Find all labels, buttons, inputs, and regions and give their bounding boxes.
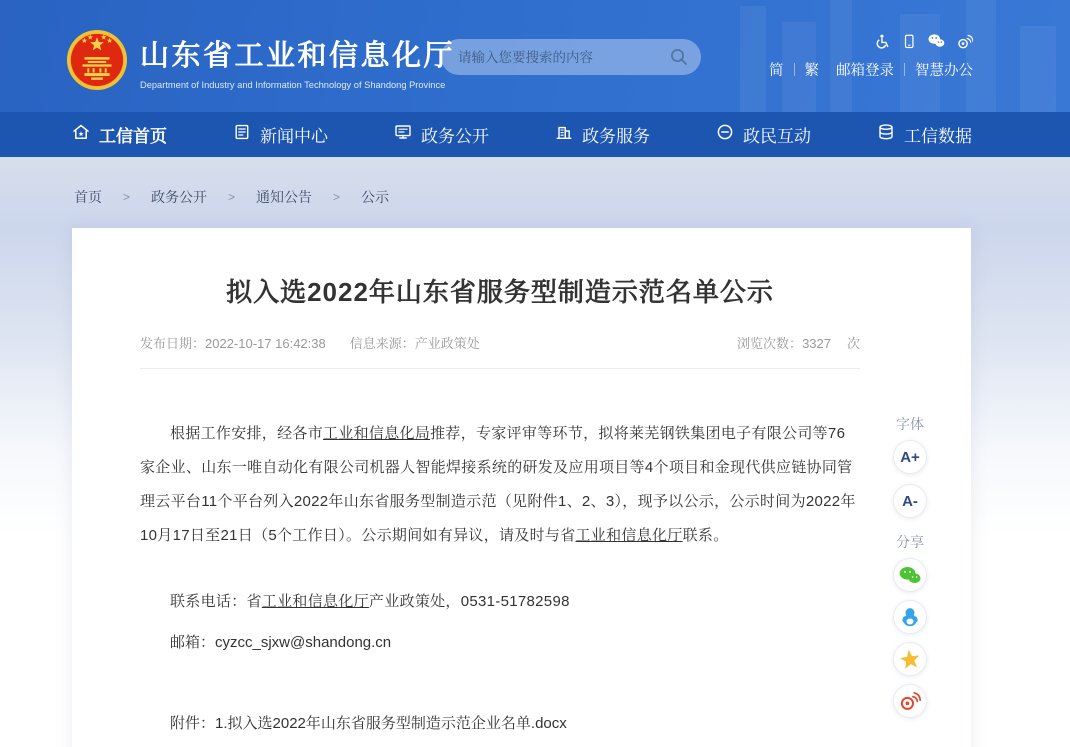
font-increase-button[interactable]: A+ — [893, 440, 927, 474]
nav-item-label: 政务公开 — [421, 127, 489, 146]
views-count: 3327 — [802, 336, 831, 351]
article-meta — [140, 333, 860, 352]
search-icon[interactable] — [670, 48, 688, 66]
article-title: 拟入选2022年山东省服务型制造示范名单公示 — [226, 277, 774, 307]
search-input[interactable] — [458, 39, 658, 75]
contact-text: 联系电话：省 — [170, 593, 262, 610]
lang-traditional-link[interactable]: 繁 — [804, 63, 819, 79]
nav-item-label: 政民互动 — [743, 127, 811, 146]
wechat-share-icon[interactable] — [893, 558, 927, 592]
contact-email-line: 邮箱：cyzcc_sjxw@shandong.cn — [170, 634, 392, 651]
site-title: 山东省工业和信息化厅 — [140, 40, 456, 72]
article-tools — [891, 414, 929, 718]
breadcrumb-separator: > — [123, 190, 131, 204]
nav-item-interaction[interactable] — [716, 122, 811, 147]
attachment-label: 附件： — [170, 715, 216, 732]
nav-item-label: 新闻中心 — [260, 127, 328, 146]
nav-item-label: 政务服务 — [582, 127, 650, 146]
publish-date-label: 发布日期： — [140, 336, 206, 351]
bureau-link[interactable]: 工业和信息化局 — [323, 425, 431, 442]
share-label: 分享 — [896, 534, 924, 550]
source-label: 信息来源： — [349, 336, 415, 351]
breadcrumb-announcement[interactable]: 公示 — [361, 189, 390, 205]
qzone-share-icon[interactable] — [893, 642, 927, 676]
breadcrumb-separator: > — [333, 190, 341, 204]
nav-item-label: 工信首页 — [99, 127, 167, 146]
smart-office-link[interactable]: 智慧办公 — [915, 63, 973, 79]
paragraph-text: 根据工作安排，经各市 — [170, 425, 324, 442]
views-label: 浏览次数： — [737, 336, 803, 351]
nav-item-data[interactable] — [877, 122, 972, 147]
search-box — [441, 39, 701, 75]
database-icon — [877, 123, 895, 146]
contact-phone-line — [140, 585, 860, 619]
meta-divider — [140, 368, 860, 369]
page-body — [0, 157, 1070, 747]
font-size-label: 字体 — [896, 416, 924, 432]
interact-icon — [716, 123, 734, 146]
mobile-icon[interactable] — [902, 34, 916, 49]
site-subtitle: Department of Industry and Information Technology of Shandong Province — [140, 80, 446, 90]
lang-simplified-link[interactable]: 简 — [769, 63, 784, 79]
publish-date: 2022-10-17 16:42:38 — [205, 336, 326, 351]
breadcrumb-home[interactable]: 首页 — [74, 189, 102, 205]
department-link[interactable]: 工业和信息化厅 — [575, 527, 683, 544]
monitor-icon — [394, 123, 412, 146]
news-icon — [233, 123, 251, 146]
home-icon — [72, 123, 90, 146]
weibo-share-icon[interactable] — [893, 684, 927, 718]
article-card — [72, 228, 971, 747]
nav-item-home[interactable] — [72, 122, 167, 147]
contact-text: 产业政策处，0531-51782598 — [368, 593, 570, 610]
attachment-line — [140, 707, 860, 741]
header-links — [769, 59, 973, 80]
breadcrumb-gov-info[interactable]: 政务公开 — [151, 189, 208, 205]
attachment-file-link[interactable]: 1.拟入选2022年山东省服务型制造示范企业名单.docx — [215, 715, 567, 732]
font-decrease-button[interactable]: A- — [893, 484, 927, 518]
header-right — [769, 33, 973, 80]
breadcrumb-notices[interactable]: 通知公告 — [256, 189, 313, 205]
article-paragraph — [140, 417, 860, 553]
views-unit: 次 — [846, 336, 860, 351]
site-header — [0, 0, 1070, 112]
national-emblem-logo[interactable] — [66, 29, 128, 91]
link-divider — [794, 63, 795, 76]
nav-item-gov-service[interactable] — [555, 122, 650, 147]
paragraph-text: 联系。 — [682, 527, 729, 544]
nav-item-news[interactable] — [233, 122, 328, 147]
weibo-icon[interactable] — [957, 34, 973, 49]
nav-item-gov-info[interactable] — [394, 122, 489, 147]
source-value: 产业政策处 — [414, 336, 480, 351]
accessibility-icon[interactable] — [875, 34, 890, 49]
qq-share-icon[interactable] — [893, 600, 927, 634]
mail-login-link[interactable]: 邮箱登录 — [836, 63, 894, 79]
site-title-block — [140, 33, 455, 90]
department-link[interactable]: 工业和信息化厅 — [261, 593, 369, 610]
breadcrumb-separator: > — [228, 190, 236, 204]
wechat-icon[interactable] — [928, 34, 945, 48]
breadcrumb — [74, 187, 389, 207]
paragraph-text: 推荐，专家评审等环节，拟将莱芜钢铁集团电子有限公司等76家企业、山东一唯自动化有限公司机器人智能焊接系统的研发及应用项目等4个项目和金现代供应链协同管理云平台11个平台列入2022年山东省服务型制造示范（见附件1、2、3），现予以公示，公示时间为2022年10月17日至21日（5个工作日）。公示期间如有异议，请及时与省 — [140, 425, 856, 544]
header-quick-icons — [875, 33, 973, 49]
link-divider — [904, 63, 905, 76]
main-nav — [0, 112, 1070, 157]
service-icon — [555, 123, 573, 146]
nav-item-label: 工信数据 — [904, 127, 972, 146]
